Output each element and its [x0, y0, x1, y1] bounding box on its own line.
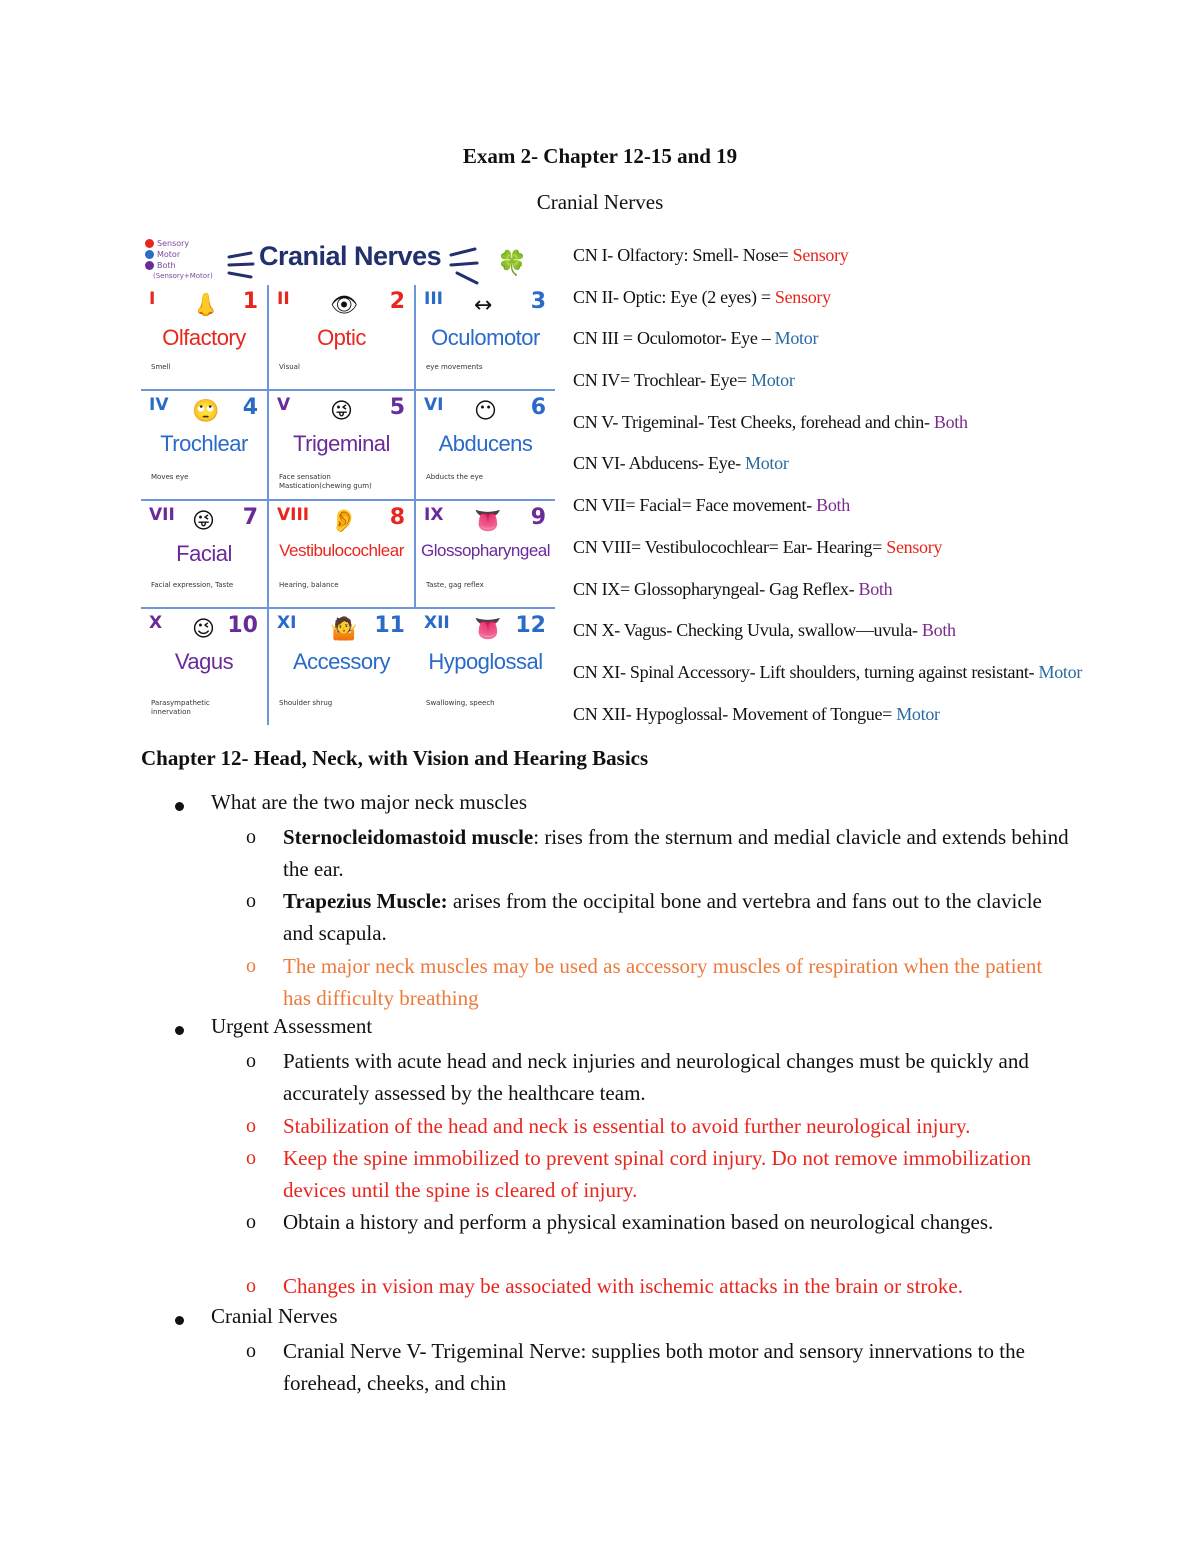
nerve-cell — [269, 285, 414, 389]
nerve-cell — [416, 391, 555, 499]
nerve-list-item — [573, 367, 1082, 409]
nerve-illustration-icon: 👅 — [474, 617, 502, 642]
nerve-number: 3 — [530, 289, 546, 314]
nerve-illustration-icon: 👁 — [330, 293, 358, 318]
nerve-list-item — [573, 492, 1082, 534]
list-item: Patients with acute head and neck injuries and neurological changes must be quickly and accurately assessed by the healthcare team. — [283, 1049, 1029, 1105]
nerve-illustration-icon: 😉 — [192, 617, 215, 642]
list-item: Stabilization of the head and neck is essential to avoid further neurological injury. — [283, 1114, 971, 1138]
nerve-roman-numeral: IX — [424, 505, 444, 525]
document-subtitle: Cranial Nerves — [536, 190, 664, 214]
nerve-type: Both — [816, 495, 850, 516]
nerve-function: Parasympathetic innervation — [151, 699, 210, 716]
nerve-cell — [416, 285, 555, 389]
list-item: What are the two major neck muscles — [211, 790, 528, 814]
nerve-roman-numeral: III — [424, 289, 443, 309]
nerve-illustration-icon: 😶 — [474, 399, 497, 424]
nerve-list-item — [573, 534, 1082, 576]
nerve-description: CN I- Olfactory: Smell- Nose= — [573, 245, 793, 265]
cranial-nerves-chart-image — [141, 233, 555, 725]
nerve-cell — [269, 501, 414, 607]
motor-dot-icon — [145, 250, 154, 259]
nerve-description: CN VIII= Vestibulocochlear= Ear- Hearing= — [573, 536, 887, 557]
nerve-cell — [141, 391, 267, 499]
term-definition: arises from the occipital bone and vertebra and fans out to the clavicle and scapula. — [283, 889, 1042, 945]
nerve-name: Hypoglossal — [428, 649, 543, 674]
nerve-function: Swallowing, speech — [426, 699, 495, 707]
left-accent-lines-icon — [227, 247, 255, 281]
nerve-list-item — [573, 284, 1082, 326]
nerve-type: Both — [921, 620, 956, 641]
nerve-name: Trigeminal — [293, 431, 390, 456]
sub-bullet-icon: o — [246, 1147, 256, 1169]
list-item: Keep the spine immobilized to prevent spinal cord injury. Do not remove immobilization devices until the spine is cleared of injury. — [283, 1146, 1032, 1202]
nerve-list-item — [573, 576, 1082, 618]
nerve-list-item — [573, 325, 1082, 367]
nerve-function: Facial expression, Taste — [151, 581, 234, 589]
nerve-number: 10 — [227, 613, 258, 638]
nerve-function: Face sensation Mastication(chewing gum) — [279, 473, 372, 490]
chapter-heading: Chapter 12- Head, Neck, with Vision and Hearing Basics — [141, 746, 649, 770]
nerve-function: Shoulder shrug — [279, 699, 333, 707]
nerve-list-item — [573, 450, 1082, 492]
list-item: Cranial Nerves — [211, 1304, 338, 1328]
sub-bullet-icon: o — [246, 890, 256, 912]
nerve-function: Taste, gag reflex — [426, 581, 484, 589]
nerve-roman-numeral: VI — [424, 395, 444, 415]
nerve-type: Both — [858, 578, 893, 599]
image-legend — [145, 238, 213, 282]
bullet-icon — [175, 1026, 184, 1035]
sub-bullet-icon: o — [246, 1115, 256, 1137]
nerve-number: 4 — [242, 395, 258, 420]
nerve-name: Glossopharyngeal — [420, 541, 551, 560]
nerve-type: Both — [933, 411, 968, 432]
sensory-dot-icon — [145, 239, 154, 248]
nerve-list-item — [573, 701, 1082, 743]
sub-bullet-icon: o — [246, 1275, 256, 1297]
nerve-description: CN VII= Facial= Face movement- — [573, 495, 817, 516]
nerve-function: Moves eye — [151, 473, 189, 481]
nerve-list-item — [573, 242, 1082, 284]
nerve-number: 12 — [515, 613, 546, 638]
legend-motor: Motor — [157, 250, 181, 259]
nerve-type: Motor — [745, 453, 789, 474]
nerve-name: Vagus — [174, 649, 234, 674]
nerve-number: 7 — [242, 505, 258, 530]
nerve-illustration-icon: 👂 — [330, 509, 358, 534]
image-heading: Cranial Nerves — [259, 241, 442, 271]
nerve-illustration-icon: 🙄 — [192, 399, 220, 424]
nerve-illustration-icon: 👃 — [192, 293, 220, 318]
nerve-description: CN VI- Abducens- Eye- — [573, 453, 746, 474]
sub-bullet-icon: o — [246, 826, 256, 848]
sub-bullet-icon: o — [246, 1211, 256, 1233]
nerve-number: 9 — [530, 505, 546, 530]
nerve-name: Olfactory — [162, 325, 246, 350]
nerve-name: Oculomotor — [431, 325, 540, 350]
nerve-number: 6 — [530, 395, 546, 420]
nerve-list-item — [573, 659, 1082, 701]
list-item — [283, 821, 1073, 885]
legend-both: Both — [157, 261, 176, 270]
list-item: The major neck muscles may be used as accessory muscles of respiration when the patient has difficulty breathing — [283, 954, 1043, 1010]
nerve-description: CN IX= Glossopharyngeal- Gag Reflex- — [573, 578, 859, 599]
sub-bullet-icon: o — [246, 1050, 256, 1072]
nerve-roman-numeral: I — [149, 289, 156, 309]
nerve-roman-numeral: VII — [149, 505, 175, 525]
clover-icon: 🍀 — [497, 249, 527, 277]
nerve-name: Trochlear — [160, 431, 248, 456]
nerve-list-item — [573, 409, 1082, 451]
nerve-cell — [141, 285, 267, 389]
nerve-cell — [269, 391, 414, 499]
nerve-function: Visual — [279, 363, 300, 371]
nerve-type: Sensory — [792, 245, 849, 265]
nerve-roman-numeral: X — [149, 613, 163, 633]
cranial-nerves-grid — [141, 285, 555, 725]
term-trapezius: Trapezius Muscle: — [283, 889, 448, 913]
right-accent-lines-icon — [447, 245, 483, 285]
nerve-function: Abducts the eye — [426, 473, 484, 481]
list-item: Urgent Assessment — [211, 1014, 373, 1038]
nerve-roman-numeral: IV — [149, 395, 169, 415]
sub-bullet-icon: o — [246, 955, 256, 977]
legend-sensory: Sensory — [157, 239, 190, 248]
term-definition: : rises from the sternum and medial clavicle and extends behind the ear. — [283, 825, 1069, 881]
term-sternocleidomastoid: Sternocleidomastoid muscle — [283, 825, 534, 849]
list-item — [283, 885, 1073, 949]
nerve-description: CN X- Vagus- Checking Uvula, swallow—uvula- — [573, 620, 922, 641]
both-dot-icon — [145, 261, 154, 270]
nerve-function: Smell — [151, 363, 171, 371]
nerve-cell — [269, 609, 414, 725]
nerve-description: CN IV= Trochlear- Eye= — [573, 370, 752, 391]
nerve-cell — [416, 501, 555, 607]
nerve-description: CN II- Optic: Eye (2 eyes) = — [573, 286, 775, 307]
cranial-nerve-list — [573, 242, 1082, 742]
nerve-description: CN XII- Hypoglossal- Movement of Tongue= — [573, 703, 897, 724]
nerve-type: Sensory — [774, 286, 831, 307]
nerve-cell — [416, 609, 555, 725]
nerve-cell — [141, 609, 267, 725]
nerve-roman-numeral: V — [277, 395, 291, 415]
nerve-number: 11 — [374, 613, 405, 638]
nerve-type: Motor — [896, 703, 940, 724]
nerve-roman-numeral: VIII — [277, 505, 310, 525]
nerve-roman-numeral: XII — [424, 613, 450, 633]
bullet-icon — [175, 802, 184, 811]
nerve-description: CN XI- Spinal Accessory- Lift shoulders, turning against resistant- — [573, 661, 1039, 682]
nerve-name: Optic — [317, 325, 366, 350]
nerve-list-item — [573, 617, 1082, 659]
nerve-roman-numeral: II — [277, 289, 290, 309]
nerve-description: CN III = Oculomotor- Eye – — [573, 328, 775, 349]
list-item: Obtain a history and perform a physical examination based on neurological changes. — [283, 1210, 994, 1234]
bullet-icon — [175, 1316, 184, 1325]
nerve-function: Hearing, balance — [279, 581, 339, 589]
list-item: Changes in vision may be associated with ischemic attacks in the brain or stroke. — [283, 1274, 963, 1298]
nerve-name: Facial — [176, 541, 232, 566]
nerve-illustration-icon: 🤷 — [330, 617, 358, 642]
nerve-name: Accessory — [293, 649, 390, 674]
nerve-name: Abducens — [438, 431, 533, 456]
nerve-number: 2 — [389, 289, 405, 314]
nerve-name: Vestibulocochlear — [279, 541, 404, 560]
nerve-number: 1 — [242, 289, 258, 314]
nerve-number: 5 — [389, 395, 405, 420]
nerve-roman-numeral: XI — [277, 613, 297, 633]
sub-bullet-icon: o — [246, 1340, 256, 1362]
nerve-illustration-icon: 👅 — [474, 509, 502, 534]
nerve-type: Motor — [774, 328, 819, 349]
nerve-function: eye movements — [426, 363, 483, 371]
nerve-type: Motor — [751, 370, 795, 391]
nerve-illustration-icon: 😜 — [330, 399, 353, 424]
list-item: Cranial Nerve V- Trigeminal Nerve: supplies both motor and sensory innervations to the forehead, cheeks, and chin — [283, 1339, 1025, 1395]
nerve-description: CN V- Trigeminal- Test Cheeks, forehead and chin- — [573, 411, 934, 432]
nerve-type: Motor — [1038, 661, 1083, 682]
nerve-illustration-icon: ↔ — [474, 293, 493, 318]
nerve-type: Sensory — [886, 536, 943, 557]
nerve-illustration-icon: 😜 — [192, 509, 215, 534]
legend-note: (Sensory+Motor) — [153, 272, 213, 280]
nerve-cell — [141, 501, 267, 607]
nerve-number: 8 — [389, 505, 405, 530]
document-title: Exam 2- Chapter 12-15 and 19 — [462, 144, 738, 168]
